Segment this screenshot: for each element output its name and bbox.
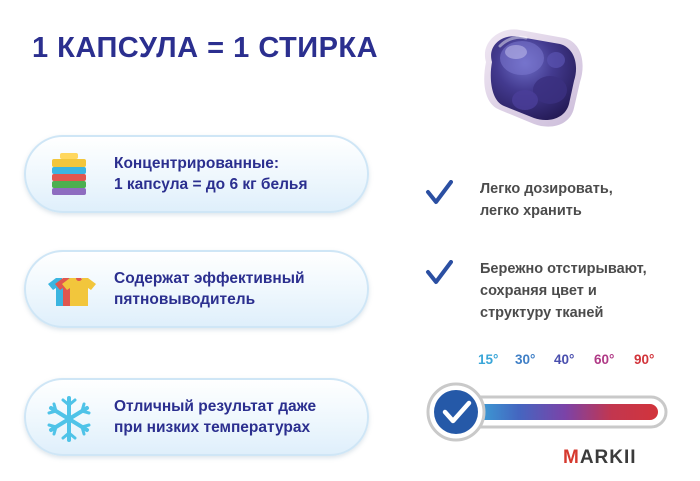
thermometer-icon [420, 352, 680, 457]
benefit-line: структуру тканей [480, 305, 604, 321]
benefit-line: Легко дозировать, [480, 181, 613, 197]
feature-line: Концентрированные: [114, 155, 280, 172]
snowflake-icon [40, 390, 98, 448]
folded-laundry-icon [40, 147, 98, 205]
feature-line: при низких температурах [114, 419, 311, 436]
feature-pill-text [114, 380, 362, 454]
checkmark-icon [425, 180, 453, 208]
feature-pill-text [114, 252, 362, 326]
feature-pill-text [114, 137, 362, 211]
feature-pill-stain-remover[interactable] [24, 250, 369, 328]
colored-tshirts-icon [40, 262, 98, 320]
feature-pill-low-temperature[interactable] [24, 378, 369, 456]
benefit-text [480, 258, 700, 324]
feature-line: 1 капсула = до 6 кг белья [114, 176, 308, 193]
checkmark-icon [425, 260, 453, 288]
feature-pill-concentrated[interactable] [24, 135, 369, 213]
watermark-logo [563, 447, 637, 469]
feature-line: Отличный результат даже [114, 398, 317, 415]
temperature-label: 90° [634, 352, 655, 367]
feature-line: Содержат эффективный [114, 270, 305, 287]
temperature-label: 15° [478, 352, 499, 367]
benefit-line: сохраняя цвет и [480, 283, 597, 299]
temperature-label: 30° [515, 352, 536, 367]
detergent-capsule-icon [470, 16, 590, 136]
benefit-text [480, 178, 700, 222]
temperature-scale [478, 352, 678, 374]
watermark-first-letter: M [563, 447, 580, 468]
benefit-line: легко хранить [480, 203, 582, 219]
feature-line: пятновыводитель [114, 291, 256, 308]
benefit-line: Бережно отстирывают, [480, 261, 647, 277]
watermark-rest: ARKII [579, 447, 637, 468]
temperature-label: 40° [554, 352, 575, 367]
temperature-label: 60° [594, 352, 615, 367]
page-title: 1 КАПСУЛА = 1 СТИРКА [32, 32, 379, 64]
